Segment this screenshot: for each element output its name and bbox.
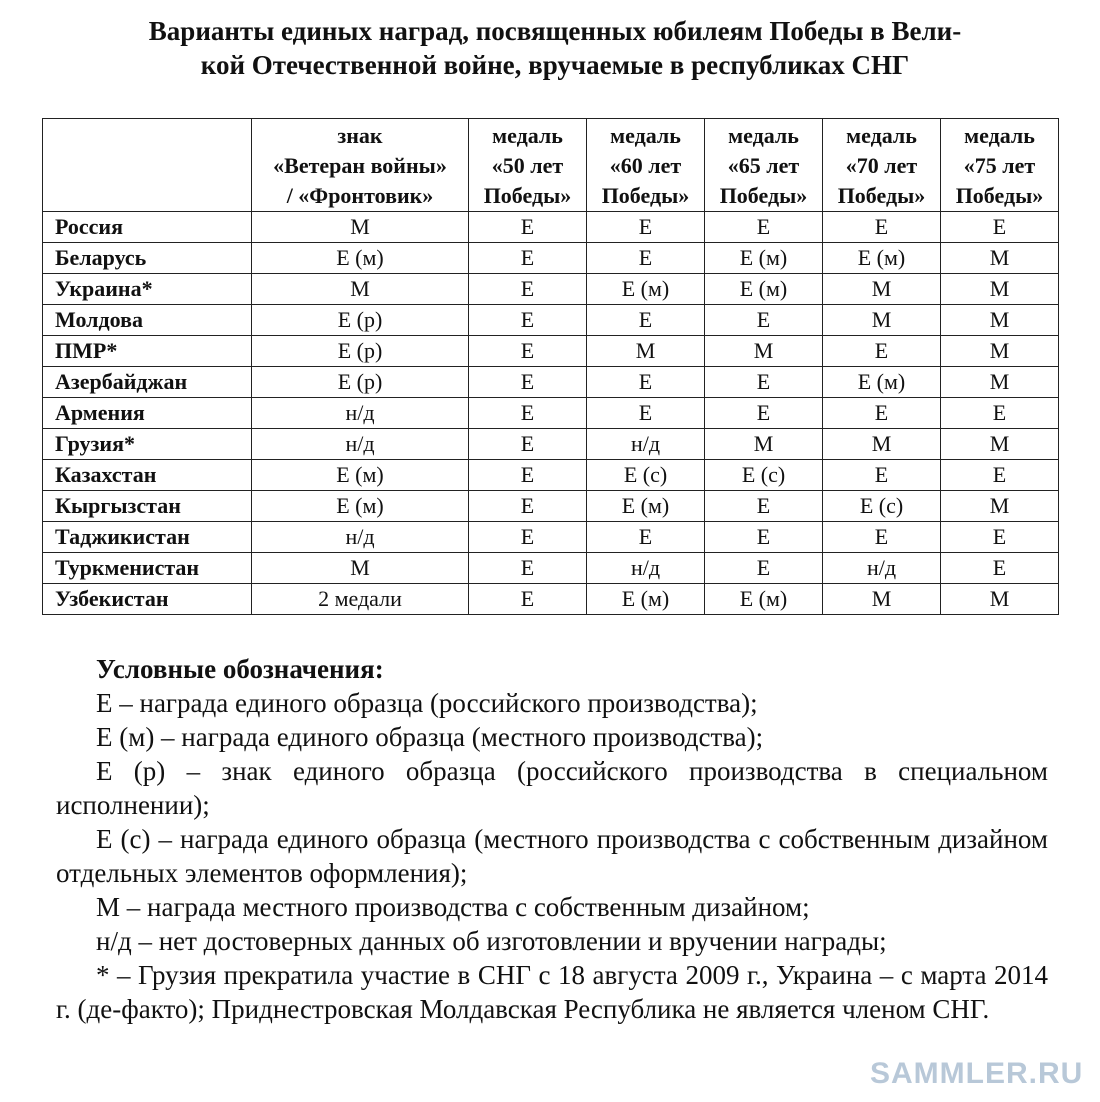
table-row [43,243,1059,274]
value-cell: Е (м) [705,243,823,274]
value-cell: Е [705,305,823,336]
value-cell: н/д [252,429,469,460]
value-cell: Е (с) [587,460,705,491]
header-cell: медаль «65 лет Победы» [705,119,823,212]
value-cell: М [823,274,941,305]
value-cell: М [941,491,1059,522]
value-cell: Е [823,336,941,367]
value-cell: Е [823,212,941,243]
country-cell: Грузия* [43,429,252,460]
legend-item: Е (м) – награда единого образца (местного производства); [96,722,764,752]
country-cell: Узбекистан [43,584,252,615]
value-cell: М [587,336,705,367]
value-cell: М [252,212,469,243]
title-line-2: кой Отечественной войне, вручаемые в республиках СНГ [200,50,910,80]
value-cell: М [941,367,1059,398]
value-cell: н/д [587,429,705,460]
value-cell: Е [469,274,587,305]
value-cell: Е [587,522,705,553]
value-cell: Е (р) [252,367,469,398]
title-line-1: Варианты единых наград, посвященных юбилеям Победы в Вели- [148,16,962,46]
table-row [43,429,1059,460]
country-cell: Беларусь [43,243,252,274]
value-cell: М [705,336,823,367]
watermark: SAMMLER.RU [870,1057,1084,1090]
header-corner-cell [43,119,252,212]
value-cell: н/д [252,522,469,553]
legend-item: Е – награда единого образца (российского производства); [96,688,758,718]
value-cell: Е [823,522,941,553]
value-cell: М [823,305,941,336]
value-cell: Е [705,398,823,429]
value-cell: Е (м) [252,243,469,274]
country-cell: Россия [43,212,252,243]
value-cell: Е (с) [705,460,823,491]
table-row [43,460,1059,491]
value-cell: Е [941,212,1059,243]
legend-item: М – награда местного производства с собственным дизайном; [96,892,810,922]
value-cell: Е [941,398,1059,429]
value-cell: Е [941,553,1059,584]
value-cell: Е (м) [587,274,705,305]
value-cell: Е [469,212,587,243]
value-cell: Е [469,584,587,615]
value-cell: Е [587,212,705,243]
value-cell: Е [587,305,705,336]
value-cell: Е [469,305,587,336]
table-row [43,212,1059,243]
table-header-row [43,119,1059,212]
value-cell: Е [469,522,587,553]
value-cell: Е (м) [705,584,823,615]
value-cell: Е [823,398,941,429]
value-cell: М [705,429,823,460]
header-cell: медаль «75 лет Победы» [941,119,1059,212]
value-cell: Е (м) [252,491,469,522]
value-cell: Е [469,367,587,398]
value-cell: Е [587,398,705,429]
country-cell: Таджикистан [43,522,252,553]
country-cell: Украина* [43,274,252,305]
legend-item: н/д – нет достоверных данных об изготовлении и вручении награды; [96,926,887,956]
value-cell: н/д [823,553,941,584]
value-cell: Е [587,243,705,274]
value-cell: Е [941,522,1059,553]
value-cell: Е [469,491,587,522]
header-cell: медаль «70 лет Победы» [823,119,941,212]
value-cell: Е [823,460,941,491]
legend-item: Е (с) – награда единого образца (местного производства с собственным дизайном отдельных элементов оформления); [56,824,1048,888]
value-cell: Е [469,243,587,274]
header-cell: медаль «60 лет Победы» [587,119,705,212]
country-cell: Туркменистан [43,553,252,584]
table-row [43,522,1059,553]
value-cell: Е (м) [823,367,941,398]
value-cell: Е [705,212,823,243]
header-cell: медаль «50 лет Победы» [469,119,587,212]
header-cell: знак «Ветеран войны» / «Фронтовик» [252,119,469,212]
value-cell: Е [469,336,587,367]
document-title [40,14,1070,82]
value-cell: Е (м) [587,584,705,615]
value-cell: 2 медали [252,584,469,615]
value-cell: Е [941,460,1059,491]
table-row [43,274,1059,305]
value-cell: Е (с) [823,491,941,522]
value-cell: Е [469,429,587,460]
value-cell: н/д [587,553,705,584]
value-cell: М [823,584,941,615]
value-cell: Е [469,398,587,429]
table-body [43,212,1059,615]
value-cell: М [941,243,1059,274]
table-row [43,584,1059,615]
value-cell: Е [705,491,823,522]
table-row [43,367,1059,398]
legend-heading: Условные обозначения: [96,654,384,684]
country-cell: Азербайджан [43,367,252,398]
table-row [43,336,1059,367]
value-cell: Е [705,553,823,584]
value-cell: М [941,584,1059,615]
value-cell: Е [705,522,823,553]
table-row [43,398,1059,429]
legend [56,652,1048,1026]
value-cell: М [941,429,1059,460]
value-cell: Е (м) [823,243,941,274]
table-row [43,491,1059,522]
country-cell: ПМР* [43,336,252,367]
country-cell: Кыргызстан [43,491,252,522]
value-cell: М [941,336,1059,367]
value-cell: н/д [252,398,469,429]
value-cell: М [252,274,469,305]
value-cell: М [252,553,469,584]
value-cell: Е [587,367,705,398]
table-row [43,553,1059,584]
country-cell: Молдова [43,305,252,336]
value-cell: М [941,274,1059,305]
value-cell: Е [705,367,823,398]
country-cell: Армения [43,398,252,429]
value-cell: Е (р) [252,305,469,336]
value-cell: Е (м) [252,460,469,491]
value-cell: Е (м) [587,491,705,522]
awards-table [42,118,1059,615]
value-cell: М [823,429,941,460]
legend-item: Е (р) – знак единого образца (российского производства в специальном исполнении); [56,756,1048,820]
legend-item: * – Грузия прекратила участие в СНГ с 18 августа 2009 г., Украина – с марта 2014 г. (де-факто); Приднестровская Молдавская Республика не является членом СНГ. [56,960,1048,1024]
value-cell: Е [469,460,587,491]
value-cell: Е (м) [705,274,823,305]
value-cell: Е (р) [252,336,469,367]
value-cell: Е [469,553,587,584]
table-row [43,305,1059,336]
value-cell: М [941,305,1059,336]
country-cell: Казахстан [43,460,252,491]
